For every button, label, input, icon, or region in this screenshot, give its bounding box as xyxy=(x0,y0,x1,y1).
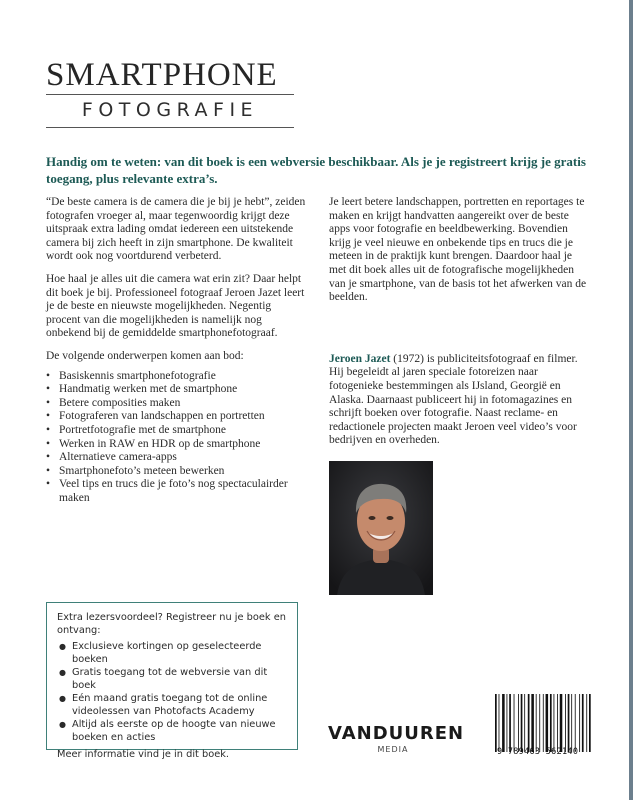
barcode-bar xyxy=(571,694,572,752)
list-item: • Werken in RAW en HDR op de smartphone xyxy=(46,438,308,452)
barcode-bar xyxy=(568,694,570,752)
barcode-bar xyxy=(528,694,530,752)
barcode-bar xyxy=(579,694,580,752)
paragraph: “De beste camera is de camera die je bij je hebt”, zeiden fotografen vroeger al, maar tegenwoordig krijgt deze uitspraak extra lading omdat iedereen een uitstekende camera bij zich heeft in zijn smartphone. De kwaliteit wordt ook nog voortdurend verbeterd. xyxy=(46,196,306,263)
barcode-bar xyxy=(586,694,587,752)
barcode-bar xyxy=(539,694,540,752)
title-divider xyxy=(46,94,294,95)
list-item: ● Altijd als eerste op de hoogte van nieuwe boeken en acties xyxy=(57,718,287,744)
list-item: • Smartphonefoto’s meteen bewerken xyxy=(46,465,308,479)
barcode-bar xyxy=(557,694,558,752)
intro-text: Handig om te weten: van dit boek is een webversie beschikbaar. Als je je registreert krijg je gratis toegang, plus relevante extra’s. xyxy=(46,154,586,186)
author-portrait-illustration xyxy=(329,461,433,595)
barcode-bar xyxy=(495,694,497,752)
barcode-bar xyxy=(499,694,500,752)
list-item: • Basiskennis smartphonefotografie xyxy=(46,370,308,384)
benefits-list xyxy=(57,640,287,744)
list-item: • Portretfotografie met de smartphone xyxy=(46,424,308,438)
barcode-bar xyxy=(582,694,584,752)
right-column xyxy=(329,196,591,457)
promo-footer: Meer informatie vind je in dit boek. xyxy=(57,749,230,760)
paragraph: Hoe haal je alles uit die camera wat erin zit? Daar helpt dit boek je bij. Professioneel fotograaf Jeroen Jazet leert je de beste en nieuwste mogelijkheden. Negentig procent van die mogelijkheden is namelijk nog onbekend bij de gemiddelde smartphonefotograaf. xyxy=(46,272,305,340)
barcode-bar xyxy=(575,694,576,752)
barcode-bar xyxy=(565,694,566,752)
book-subtitle: FOTOGRAFIE xyxy=(81,99,259,121)
publisher-logo xyxy=(328,723,465,754)
topics-list xyxy=(46,370,308,506)
list-item: • Betere composities maken xyxy=(46,397,308,411)
list-item: • Veel tips en trucs die je foto’s nog spectaculairder maken xyxy=(46,478,308,505)
barcode-bar xyxy=(507,694,508,752)
author-name: Jeroen Jazet xyxy=(329,352,391,365)
barcode-bar xyxy=(543,694,544,752)
barcode-bar xyxy=(514,694,515,752)
list-item: • Handmatig werken met de smartphone xyxy=(46,383,308,397)
publisher-sub: MEDIA xyxy=(377,745,409,754)
barcode-bar xyxy=(518,694,519,752)
list-item: ● Gratis toegang tot de webversie van dit boek xyxy=(57,666,287,692)
isbn-number: 9 789463 562140 xyxy=(497,747,579,757)
barcode-bar xyxy=(536,694,537,752)
barcode-bar xyxy=(502,694,505,752)
barcode-bar xyxy=(554,694,555,752)
barcode-bar xyxy=(521,694,523,752)
barcode-bar xyxy=(524,694,525,752)
author-photo xyxy=(329,461,433,595)
author-bio-text: (1972) is publiciteitsfotograaf en filmer. Hij begeleidt al jaren speciale fotoreizen naar fotogenieke bestemmingen als IJsland, Georgië en Alaska. Daarnaast publiceert hij in fotomagazines en schrijft boeken over fotografie. Naast reclame- en redactionele projecten maakt Jeroen veel video’s voor bedrijven en overheden. xyxy=(329,352,578,447)
list-item: • Alternatieve camera-apps xyxy=(46,451,308,465)
topics-intro: De volgende onderwerpen komen aan bod: xyxy=(46,349,244,362)
author-bio xyxy=(329,353,591,448)
cover-edge-strip xyxy=(629,0,633,800)
left-column xyxy=(46,196,308,505)
list-item: • Fotograferen van landschappen en portretten xyxy=(46,410,308,424)
barcode-bar xyxy=(550,694,552,752)
paragraph: Je leert betere landschappen, portretten en reportages te maken en krijgt handvatten aangereikt over de beste apps voor fotografie en beeldbewerking. Bovendien krijg je veel nieuwe en onbekende tips en trucs die je meteen in de praktijk kunt brengen. Daardoor haal je met dit boek alles uit de fotografische mogelijkheden van je smartphone, van de basis tot het afwerken van de beelden. xyxy=(329,196,587,304)
promo-intro: Extra lezersvoordeel? Registreer nu je boek en ontvang: xyxy=(57,612,286,636)
publisher-name: VANDUUREN xyxy=(328,723,465,744)
barcode-bar xyxy=(531,694,534,752)
list-item: ● Exclusieve kortingen op geselecteerde boeken xyxy=(57,640,287,666)
reader-benefits-box xyxy=(46,602,298,760)
barcode-bar xyxy=(589,694,591,752)
barcode-bar xyxy=(546,694,549,752)
list-item: ● Eén maand gratis toegang tot de online videolessen van Photofacts Academy xyxy=(57,692,287,718)
barcode-bar xyxy=(560,694,563,752)
barcode-bar xyxy=(509,694,511,752)
subtitle-divider xyxy=(46,127,294,128)
book-title: SMARTPHONE xyxy=(46,57,278,93)
book-title-block xyxy=(46,58,294,128)
